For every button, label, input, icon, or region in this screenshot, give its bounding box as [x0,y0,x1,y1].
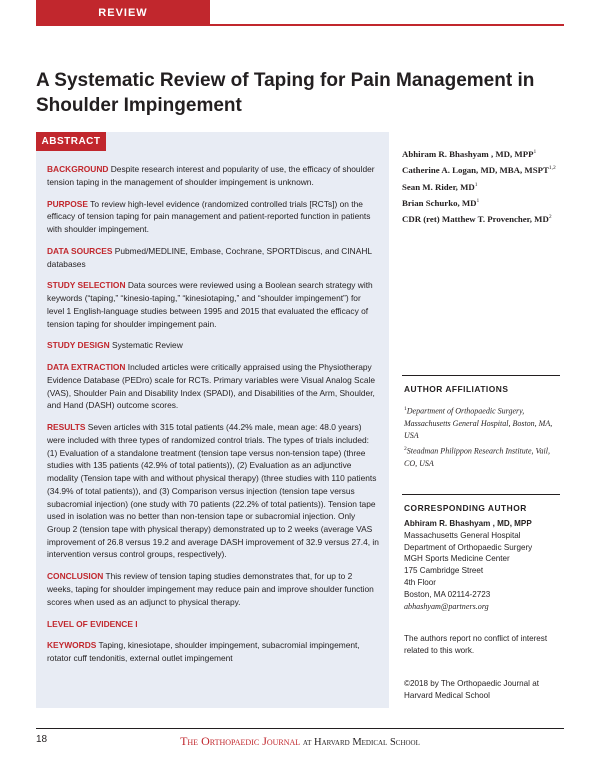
abstract-box [36,132,389,708]
conflict-note: The authors report no conflict of interest related to this work. [404,634,548,655]
corresponding-rule [402,494,560,495]
affiliations-heading: AUTHOR AFFILIATIONS [404,384,509,394]
address-line: MGH Sports Medicine Center [404,554,510,564]
corresponding-email[interactable]: abhashyam@partners.org [404,601,489,611]
affiliation-1: $^1$Department of Orthopaedic Surgery, Massachusetts General Hospital, Boston, MA, USA [404,406,553,440]
footer-rule [36,728,564,729]
author: CDR (ret) Matthew T. Provencher, $MD^2$ [402,214,552,225]
abstract-purpose: PURPOSE To review high-level evidence (randomized controlled trials [RCTs]) on the efficacy of tension taping for pain management and patient-reported function in patients with shoulder impingement. [47,198,371,234]
author: Catherine A. Logan, MD, MBA, MSPT$^{1,2}$ [402,165,556,176]
affiliation-2: $^2$Steadman Philippon Research Institute, Vail, CO, USA [404,446,550,468]
abstract-content [47,163,380,674]
author: Brian Schurko, $MD^1$ [402,197,480,208]
page-number: 18 [36,734,48,745]
abstract-data-sources: DATA SOURCES Pubmed/MEDLINE, Embase, Cochrane, SPORTDiscus, and CINAHL databases [47,245,372,269]
corresponding-heading: CORRESPONDING AUTHOR [404,503,527,513]
article-title: A Systematic Review of Taping for Pain Management in Shoulder Impingement [36,70,535,116]
abstract-level-of-evidence: LEVEL OF EVIDENCE I [47,618,138,629]
review-tab: REVIEW [36,0,210,26]
author: Abhiram R. Bhashyam , MD, MPP$^1$ [402,148,537,159]
corresponding-author-block [404,518,574,612]
abstract-background: BACKGROUND Despite research interest and popularity of use, the efficacy of shoulder tension taping in the management of shoulder impingement is unknown. [47,164,375,187]
copyright-note: ©2018 by The Orthopaedic Journal at Harvard Medical School [404,679,539,700]
abstract-data-extraction: DATA EXTRACTION Included articles were critically appraised using the Physiotherapy Evidence Database (PEDro) scale for RCTs. Primary variables were Visual Analog Scale (VAS), Shoulder Pain and Disability Index (SPADI), and Disabilities of the Arm, Shoulder, and Hand (DASH) outcome scores. [47,362,376,411]
author: Sean M. Rider, $MD^1$ [402,181,478,192]
abstract-results: RESULTS Seven articles with 315 total patients (44.2% male, mean age: 48.0 years) were included with three types of randomized control trials. The types of trials included: (1) Evaluation of a standalone treatment (tension tape versus non-tension tape) (three studies with 135 patients (42.9% of total patients)), (2) Evaluation as an adjunctive modality (Tension tape with and without physical therapy) (three studies with 110 patients (34.9% of total patients)), and (3) Comparison versus injection (tension tape versus subacromial injection) (one study with 70 patients (22.2% of total patients)). Tension tape used in isolation was no better than non-tension tape or subacromial injection. Only Group 2 (tension tape with physical therapy) demonstrated up to 2 weeks (average VAS improvement of 26.8 versus 19.2 and average DASH improvement of 32.9 versus 27.4, in intervention versus control groups, respectively). [47,422,379,560]
abstract-heading: ABSTRACT [36,132,106,151]
abstract-study-selection: STUDY SELECTION Data sources were reviewed using a Boolean search strategy with keywords (“taping,” “kinesio-taping,” “kinesiotaping,” and “shoulder impingement”) for level 1 English-language studies between 1995 and 2015 that evaluated the efficacy of tension taping for shoulder impingement pain. [47,280,373,329]
abstract-study-design: STUDY DESIGN Systematic Review [47,340,183,351]
author-list [402,145,598,227]
journal-name: The Orthopaedic Journal at Harvard Medical School [180,734,420,748]
corresponding-name: Abhiram R. Bhashyam , MD, MPP [404,519,532,528]
address-line: Massachusetts General Hospital [404,530,521,540]
affiliations-rule [402,375,560,376]
header-rule [210,24,564,26]
address-line: Boston, MA 02114-2723 [404,589,491,599]
address-line: 175 Cambridge Street [404,566,484,576]
address-line: Department of Orthopaedic Surgery [404,542,533,552]
address-line: 4th Floor [404,577,436,587]
abstract-keywords: KEYWORDS Taping, kinesiotape, shoulder impingement, subacromial impingement, rotator cuff tendonitis, external outlet impingement [47,640,360,664]
abstract-conclusion: CONCLUSION This review of tension taping studies demonstrates that, for up to 2 weeks, taping for shoulder impingement may reduce pain and improve shoulder function scores when used as an adjunct to physical therapy. [47,571,374,607]
